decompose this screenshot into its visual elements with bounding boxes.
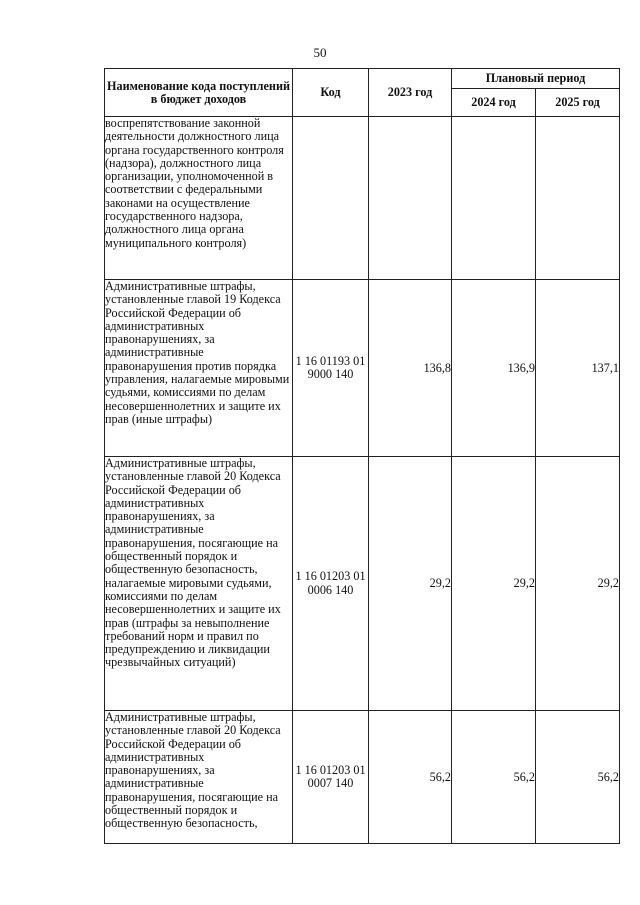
row-2024 bbox=[452, 117, 536, 280]
row-name: воспрепятствование законной деятельности должностного лица органа государственного контроля (надзора), должностного лица организации, уполномоченной в соответствии с федеральными законами на осуществление государственного надзора, должностного лица органа муниципального контроля) bbox=[105, 117, 293, 280]
row-name: Административные штрафы, установленные главой 19 Кодекса Российской Федерации об административных правонарушениях, за административные правонарушения против порядка управления, налагаемые мировыми судьями, комиссиями по делам несовершеннолетних и защите их прав (иные штрафы) bbox=[105, 280, 293, 457]
header-2024: 2024 год bbox=[452, 89, 536, 117]
header-2023: 2023 год bbox=[369, 69, 452, 117]
row-2025: 29,2 bbox=[536, 457, 620, 711]
table-row bbox=[105, 711, 620, 844]
revenue-table bbox=[104, 68, 620, 844]
table-row bbox=[105, 117, 620, 280]
row-name: Административные штрафы, установленные главой 20 Кодекса Российской Федерации об административных правонарушениях, за административные правонарушения, посягающие на общественный порядок и общественную безопасность, bbox=[105, 711, 293, 844]
row-code: 1 16 01193 01 9000 140 bbox=[293, 280, 369, 457]
row-2024: 56,2 bbox=[452, 711, 536, 844]
row-2025: 137,1 bbox=[536, 280, 620, 457]
row-2025: 56,2 bbox=[536, 711, 620, 844]
page-number: 50 bbox=[313, 45, 327, 60]
table-row bbox=[105, 457, 620, 711]
row-code bbox=[293, 117, 369, 280]
header-name: Наименование кода поступлений в бюджет доходов bbox=[105, 69, 293, 117]
row-2024: 136,9 bbox=[452, 280, 536, 457]
row-2023: 29,2 bbox=[369, 457, 452, 711]
row-2023: 136,8 bbox=[369, 280, 452, 457]
row-code: 1 16 01203 01 0007 140 bbox=[293, 711, 369, 844]
row-2024: 29,2 bbox=[452, 457, 536, 711]
row-2025 bbox=[536, 117, 620, 280]
header-planned-period: Плановый период bbox=[452, 69, 620, 89]
row-2023: 56,2 bbox=[369, 711, 452, 844]
header-code: Код bbox=[293, 69, 369, 117]
header-2025: 2025 год bbox=[536, 89, 620, 117]
row-2023 bbox=[369, 117, 452, 280]
row-name: Административные штрафы, установленные главой 20 Кодекса Российской Федерации об административных правонарушениях, за административные правонарушения, посягающие на общественный порядок и общественную безопасность, налагаемые мировыми судьями, комиссиями по делам несовершеннолетних и защите их прав (штрафы за невыполнение требований норм и правил по предупреждению и ликвидации чрезвычайных ситуаций) bbox=[105, 457, 293, 711]
row-code: 1 16 01203 01 0006 140 bbox=[293, 457, 369, 711]
table-row bbox=[105, 280, 620, 457]
